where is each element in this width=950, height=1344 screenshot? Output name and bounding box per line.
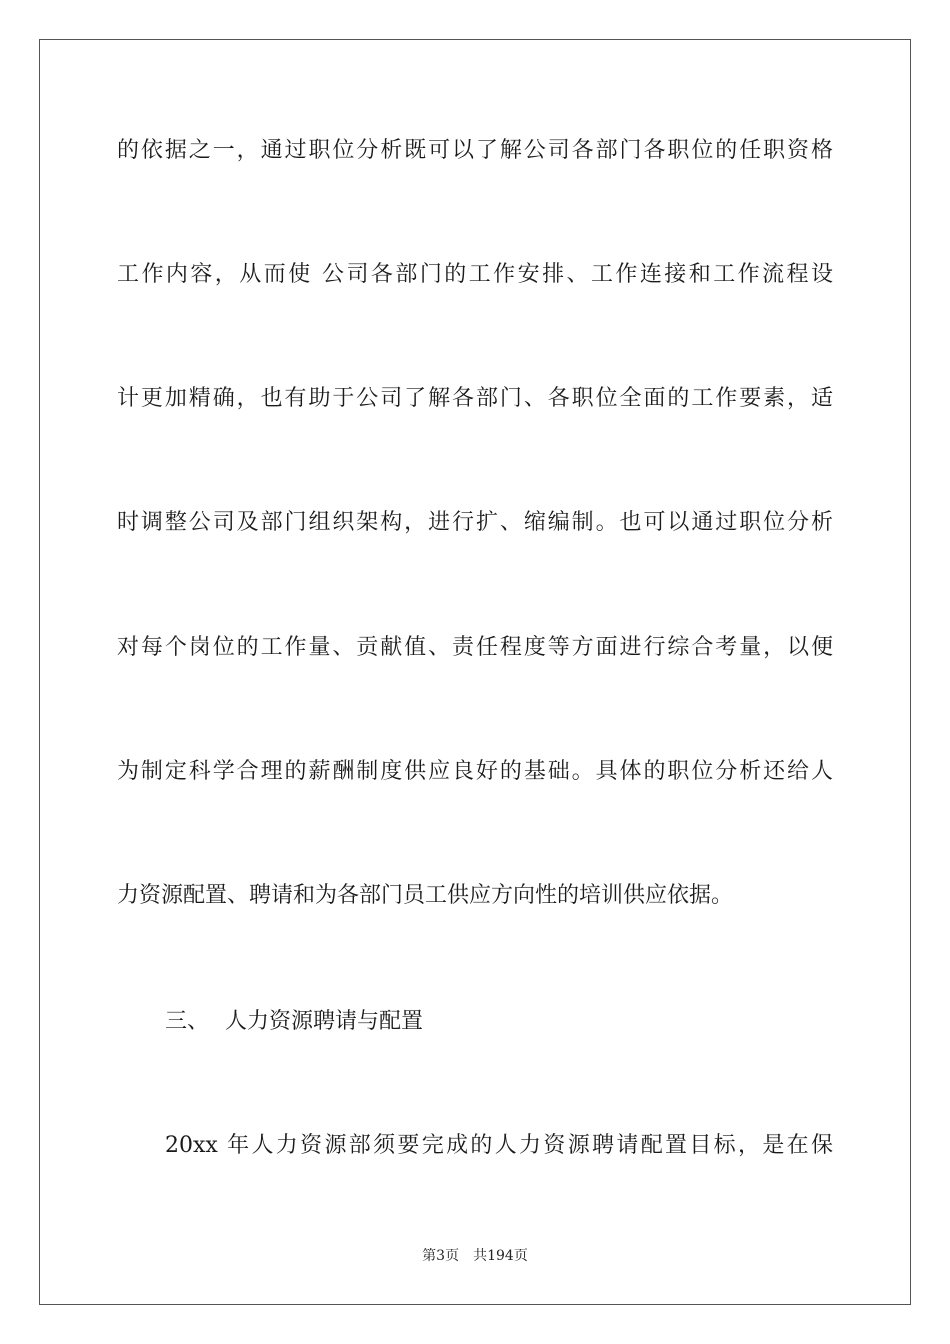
section-paragraph-line: 20xx 年人力资源部须要完成的人力资源聘请配置目标，是在保	[165, 1133, 833, 1158]
page-footer	[0, 1247, 950, 1265]
body-line-5: 对每个岗位的工作量、贡献值、责任程度等方面进行综合考量，以便	[117, 635, 833, 660]
page-border	[39, 39, 911, 1305]
total-pages: 共194页	[473, 1248, 528, 1264]
section-title: 人力资源聘请与配置	[225, 1009, 424, 1034]
body-line-6: 为制定科学合理的薪酬制度供应良好的基础。具体的职位分析还给人	[117, 759, 833, 784]
body-line-4: 时调整公司及部门组织架构，进行扩、缩编制。也可以通过职位分析	[117, 510, 833, 535]
body-line-3: 计更加精确，也有助于公司了解各部门、各职位全面的工作要素，适	[117, 386, 833, 411]
body-line-2: 工作内容，从而使 公司各部门的工作安排、工作连接和工作流程设	[117, 262, 833, 287]
section-heading	[165, 1007, 423, 1037]
section-number: 三、	[165, 1009, 210, 1034]
body-line-7: 力资源配置、聘请和为各部门员工供应方向性的培训供应依据。	[117, 883, 734, 908]
page-number: 第3页	[422, 1248, 460, 1264]
body-line-1: 的依据之一，通过职位分析既可以了解公司各部门各职位的任职资格	[117, 138, 833, 163]
